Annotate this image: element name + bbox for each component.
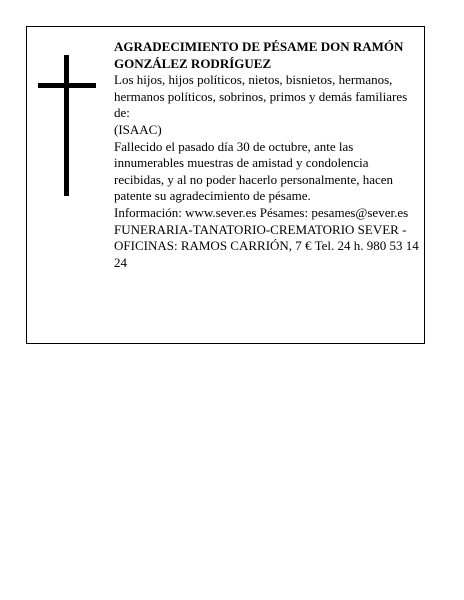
cross-icon bbox=[64, 55, 69, 196]
notice-text-block bbox=[114, 39, 421, 271]
notice-title: AGRADECIMIENTO DE PÉSAME DON RAMÓN GONZÁLEZ RODRÍGUEZ bbox=[114, 39, 404, 71]
funeral-home-info: FUNERARIA-TANATORIO-CREMATORIO SEVER - OFICINAS: RAMOS CARRIÓN, 7 € Tel. 24 h. 980 53 14 24 bbox=[114, 221, 419, 270]
condolence-message: Fallecido el pasado día 30 de octubre, ante las innumerables muestras de amistad y condolencia recibidas, y al no poder hacerlo personalmente, hacen patente su agradecimiento de pésame. bbox=[114, 138, 394, 204]
contact-info: Información: www.sever.es Pésames: pesames@sever.es bbox=[114, 204, 409, 220]
family-line: Los hijos, hijos políticos, nietos, bisnietos, hermanos, hermanos políticos, sobrinos, primos y demás familiares de: bbox=[114, 72, 408, 121]
nickname: (ISAAC) bbox=[114, 121, 162, 137]
cross-icon-bar bbox=[38, 83, 96, 88]
obituary-notice bbox=[26, 26, 425, 344]
